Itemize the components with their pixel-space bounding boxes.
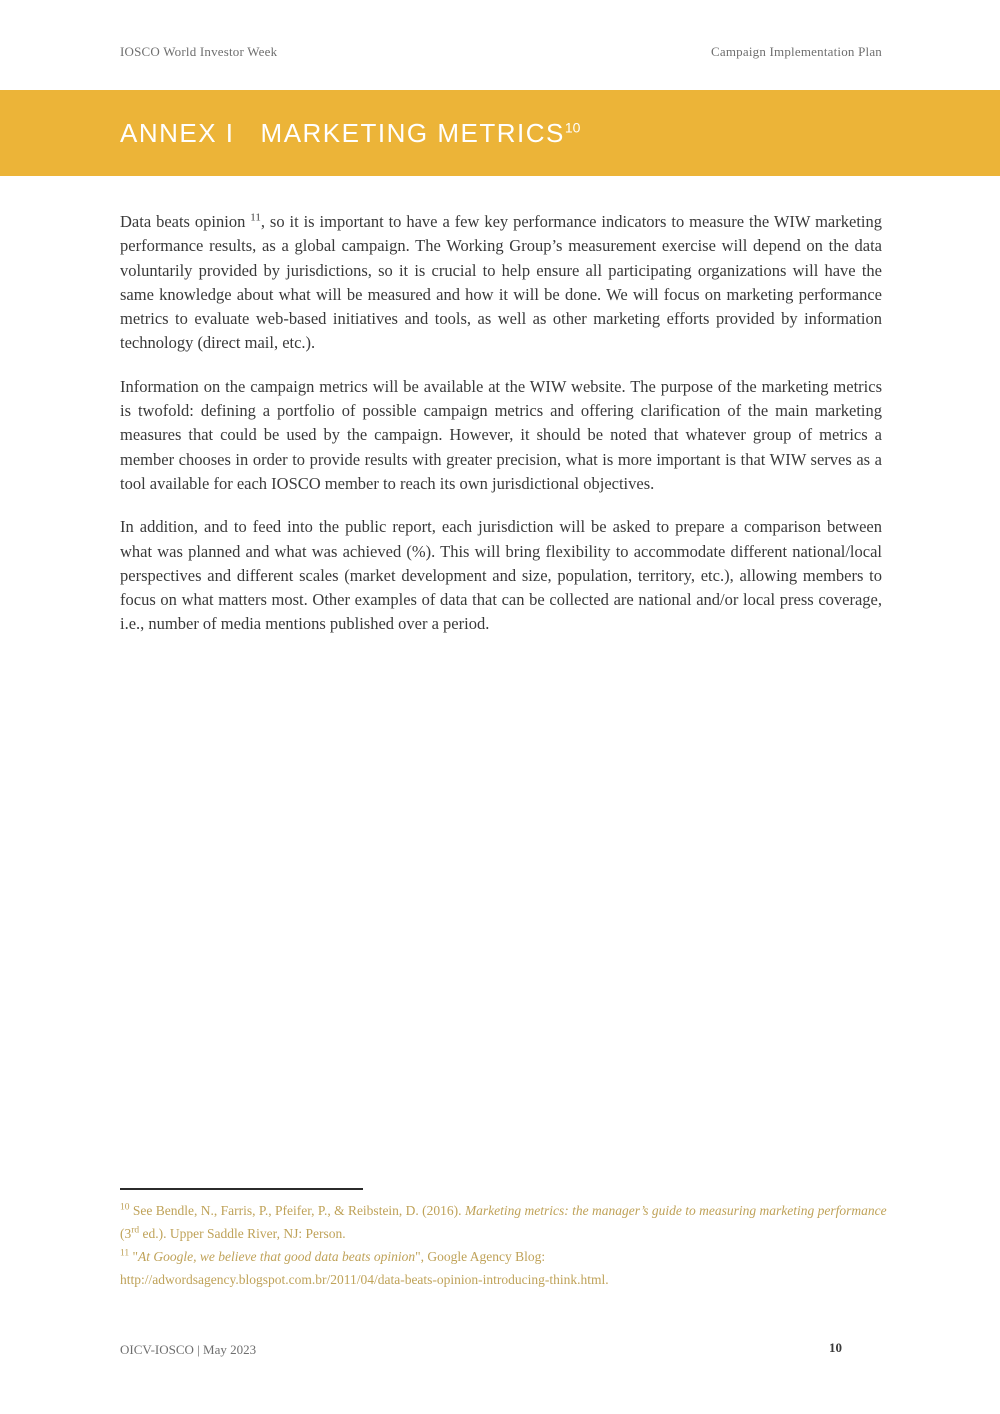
footnote-10-book-title: Marketing metrics: the manager’s guide to measuring marketing performance — [464, 1203, 887, 1218]
footnote-11-source: ", Google Agency Blog: — [415, 1249, 546, 1264]
footnote-10-edition-pre: (3 — [120, 1226, 132, 1241]
annex-banner — [0, 90, 1000, 176]
annex-heading — [0, 118, 580, 149]
footnote-11 — [120, 1245, 890, 1291]
footnote-11-ref: 11 — [250, 211, 261, 224]
annex-label: ANNEX I — [120, 117, 235, 148]
page-header — [120, 44, 882, 60]
footnote-separator-rule — [120, 1188, 363, 1190]
footnote-11-marker: 11 — [120, 1248, 130, 1259]
paragraph-3: In addition, and to feed into the public report, each jurisdiction will be asked to prepare a comparison between what was planned and what was achieved (%). This will bring flexibility to accommodate different national/local perspectives and different scales (market development and size, population, territory, etc.), allowing members to focus on what matters most. Other examples of data that can be collected are national and/or local press coverage, i.e., number of media mentions published over a period. — [120, 517, 882, 634]
footnote-10-edition-sup: rd — [131, 1225, 140, 1236]
paragraph-2: Information on the campaign metrics will be available at the WIW website. The purpose of the marketing metrics is twofold: defining a portfolio of possible campaign metrics and offering clarification of the main marketing measures that could be used by the campaign. However, it should be noted that whatever group of metrics a member chooses in order to provide results with greater precision, what is more important is that WIW serves as a tool available for each IOSCO member to reach its own jurisdictional objectives. — [120, 376, 882, 493]
footnote-10-text-end: ed.). Upper Saddle River, NJ: Person. — [139, 1226, 346, 1241]
footer-org-date: OICV-IOSCO | May 2023 — [120, 1342, 257, 1357]
page-footer — [120, 1342, 882, 1358]
footnote-10-text: See Bendle, N., Farris, P., Pfeifer, P., & Reibstein, D. (2016). — [129, 1203, 465, 1218]
paragraph-1 — [120, 210, 882, 356]
page-number: 10 — [829, 1340, 842, 1355]
paragraph-1-text: Data beats opinion — [120, 212, 251, 231]
annex-footnote-ref: 10 — [564, 118, 581, 135]
footnote-11-quote-open: " — [129, 1249, 139, 1264]
footnote-10 — [120, 1199, 890, 1245]
footnote-11-quote-text: At Google, we believe that good data beats opinion — [138, 1249, 416, 1264]
footnotes-section — [120, 1188, 890, 1291]
body-text — [120, 210, 882, 656]
paragraph-1-text-cont: , so it is important to have a few key performance indicators to measure the WIW marketing performance results, as a global campaign. The Working Group’s measurement exercise will depend on the data voluntarily provided by jurisdictions, so it is crucial to help ensure all participating organizations will have the same knowledge about what will be measured and how it will be done. We will focus on marketing performance metrics to evaluate web-based initiatives and tools, as well as other marketing efforts provided by information technology (direct mail, etc.). — [120, 212, 882, 353]
header-document-title: IOSCO World Investor Week — [120, 44, 278, 59]
footnote-10-marker: 10 — [120, 1202, 130, 1213]
annex-title: MARKETING METRICS — [260, 117, 565, 148]
footnote-11-url-link[interactable]: http://adwordsagency.blogspot.com.br/2011/04/data-beats-opinion-introducing-think.html. — [120, 1272, 609, 1287]
header-section-title: Campaign Implementation Plan — [711, 44, 882, 59]
